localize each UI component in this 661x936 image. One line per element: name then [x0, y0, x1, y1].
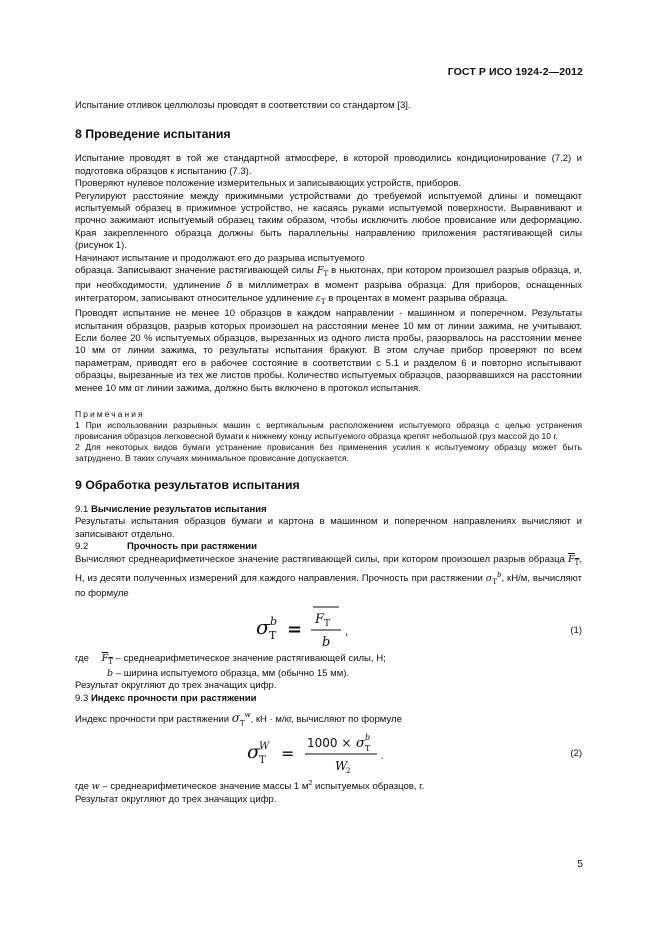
notes-block — [75, 409, 582, 464]
s93-text — [75, 709, 582, 730]
svg-text:σ: σ — [256, 614, 270, 639]
where-2-line — [75, 778, 582, 794]
s93-title: Индекс прочности при растяжении — [90, 692, 257, 704]
formula-1-row — [75, 601, 582, 653]
s92-part-a: Вычисляют среднеарифметическое значение растягивающей силы, при котором произошел разрыв образца — [75, 553, 569, 565]
where-2-text: – среднеарифметическое значение массы 1 м — [99, 781, 309, 793]
svg-text:σ: σ — [356, 736, 365, 752]
s92-heading — [75, 541, 582, 553]
s8-paragraph-4: Начинают испытание и продолжают его до разрыва испытуемого — [75, 252, 365, 264]
p5-part-b: в ньютонах, при котором произошел разрыв образца, и, при необходимости, удлинение — [75, 265, 582, 292]
standard-header: ГОСТ Р ИСО 1924-2—2012 — [447, 66, 583, 78]
svg-text:W: W — [259, 741, 270, 753]
epsilon-symbol: $\varepsilon_Т$ — [315, 292, 326, 306]
tensile-strength-symbol: $\sigma_Т^b$ — [485, 570, 502, 586]
where-1-text-2: – ширина испытуемого образца, мм (обычно 15 мм). — [113, 668, 350, 680]
s93-part-a: Индекс прочности при растяжении — [75, 714, 232, 726]
svg-text:2: 2 — [346, 767, 351, 776]
svg-text:.: . — [381, 752, 384, 762]
page-number: 5 — [577, 858, 583, 870]
formula-2-row — [75, 730, 582, 778]
s93-number: 9.3 — [75, 692, 89, 704]
note-1: 1 При использовании разрывных машин с вертикальным расположением испытуемого образца с целью устранения провисания образцов легковесной бумаги к нижнему концу испытуемого образца крепят небольшой груз массой до 10 г. — [75, 419, 582, 441]
mean-force-symbol-2: $F_Т$ — [101, 652, 113, 666]
where-2-superscript: 2 — [308, 780, 313, 788]
where-1-text: – среднеарифметическое значение растягивающей силы, Н; — [112, 652, 386, 664]
intro-paragraph: Испытание отливок целлюлозы проводят в соответствии со стандартом [3]. — [75, 100, 411, 111]
s93-part-b: , кН · м/кг, вычисляют по формуле — [250, 714, 402, 726]
equation-1-number: (1) — [570, 624, 582, 636]
section-8-title: 8 Проведение испытания — [75, 127, 231, 142]
svg-text:F: F — [315, 611, 325, 627]
where-2-prefix: где — [75, 781, 92, 793]
s92-part-c: , кН/м, вычисляют по формуле — [75, 573, 582, 600]
section-9-title: 9 Обработка результатов испытания — [75, 477, 300, 492]
svg-text:b: b — [270, 614, 278, 628]
round-note-2: Результат округляют до трех значащих цифр. — [75, 793, 277, 805]
s91-title: Вычисление результатов испытания — [90, 503, 267, 515]
svg-text:,: , — [345, 624, 349, 638]
s93-heading — [75, 693, 582, 705]
formula-1 — [75, 601, 582, 653]
svg-text:Т: Т — [259, 755, 266, 767]
s91-text: Результаты испытания образцов бумаги и картона в машинном и поперечном направлениях вычисляют и записывают отдельно. — [75, 516, 582, 540]
where-1-line-1 — [75, 653, 582, 668]
page-content — [75, 100, 582, 806]
s92-text — [75, 554, 582, 601]
svg-text:Т: Т — [269, 628, 277, 642]
s92-title: Прочность при растяжении — [126, 541, 258, 553]
s8-paragraph-2: Проверяют нулевое положение измерительных и записывающих устройств, приборов. — [75, 178, 462, 190]
svg-text:Т: Т — [365, 744, 371, 754]
where-2-text-2: испытуемых образцов, г. — [312, 781, 425, 793]
s8-paragraph-1: Испытание проводят в той же стандартной атмосфере, в которой проводились кондиционирование (7.2) и подготовка образцов к испытанию (7.3). — [75, 153, 582, 177]
formula-2 — [75, 730, 582, 778]
s91-number: 9.1 — [75, 503, 89, 515]
s91-heading — [75, 504, 582, 516]
mean-force-symbol: $F_Т$ — [568, 553, 580, 567]
round-note-1: Результат округляют до трех значащих цифр. — [75, 680, 277, 692]
svg-text:Т: Т — [324, 618, 331, 629]
svg-text:b: b — [322, 634, 331, 650]
where-1-prefix: где — [75, 652, 92, 664]
p5-part-a: образца. Записывают значение растягивающей силы — [75, 265, 317, 277]
s92-part-b: , Н, из десяти полученных измерений для каждого направления. Прочность при растяжении — [75, 553, 582, 585]
p5-part-c: в миллиметрах в момент разрыва образца. Для приборов, оснащенных интегратором, записывают относительное удлинение — [75, 280, 582, 304]
s8-paragraph-3: Регулируют расстояние между прижимными устройствами до требуемой испытуемой длины и помещают испытуемый образец в прижимное устройство, не касаясь руками испытуемой поверхности. Выравнивают и прочно зажимают испытуемый образец таким образом, чтобы исключить любое провисание или деформацию. Края закрепленного образца должны быть параллельны направлению приложения растягивающей силы (рисунок 1). — [75, 190, 582, 252]
mass-symbol: w — [91, 781, 100, 793]
svg-text:=: = — [281, 744, 295, 764]
delta-symbol: δ — [226, 280, 233, 292]
where-1-line-2 — [75, 668, 582, 680]
note-2: 2 Для некоторых видов бумаги устранение провисания без применения усилия к испытуемому образцу может быть затруднено. В таких случаях минимальное провисание допускается. — [75, 441, 582, 463]
svg-text:σ: σ — [247, 741, 260, 764]
s8-paragraph-6: Проводят испытание не менее 10 образцов в каждом направлении - машинном и поперечном. Результаты испытания образцов, разрыв которых произошел на расстоянии менее 10 мм от линии зажима, не учитывают. Если более 20 % испытуемых образцов, вырезанных из одного листа пробы, разорвалось на расстоянии менее 10 мм от линии зажима, то результаты испытания бракуют. В этом случае прибор проверяют по всем параметрам, приводят его в рабочее состояние в соответствии с 5.1 и разделом 6 и повторно испытывают образцы, вырезанные из тех же листов пробы. Количество испытуемых образцов, разорвавшихся на расстоянии менее 10 мм от линии зажима, должно быть включено в протокол испытания. — [75, 308, 582, 394]
p5-part-d: в процентах в момент разрыва образца. — [325, 292, 508, 304]
notes-heading: Примечания — [75, 408, 145, 419]
s92-number: 9.2 — [75, 541, 89, 553]
formula-2-constant: 1000 × — [307, 736, 352, 751]
svg-text:b: b — [365, 733, 371, 743]
svg-text:W: W — [335, 759, 348, 774]
width-symbol: b — [107, 668, 114, 680]
svg-text:=: = — [287, 618, 303, 640]
s8-paragraph-5 — [75, 265, 582, 308]
force-symbol: $F_Т$ — [316, 265, 329, 278]
tensile-index-symbol: $\sigma_Т^w$ — [231, 711, 251, 728]
equation-2-number: (2) — [570, 748, 582, 760]
